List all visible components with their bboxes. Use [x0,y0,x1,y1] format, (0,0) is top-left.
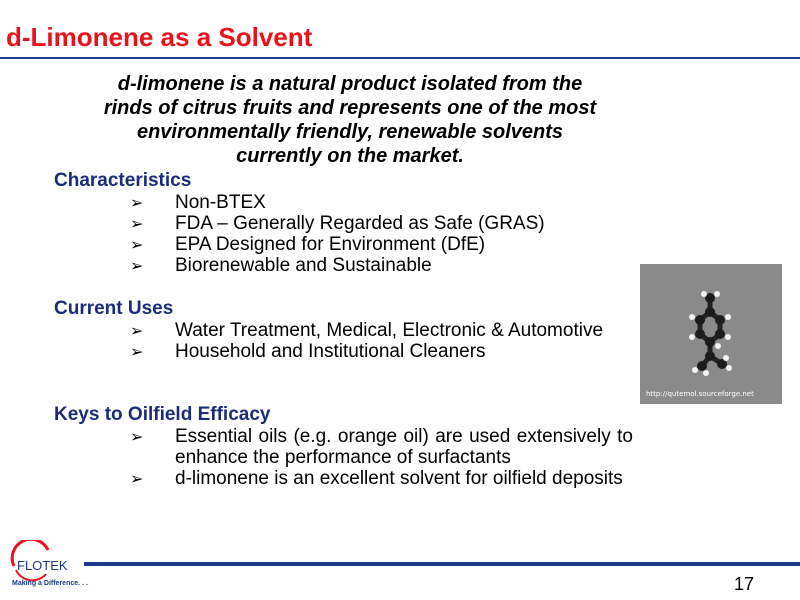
current-uses-list [130,320,633,362]
oilfield-efficacy-list [130,426,633,489]
arrow-bullet-icon: ➢ [130,235,144,254]
arrow-bullet-icon: ➢ [130,256,144,275]
section-heading-current-uses: Current Uses [54,298,174,319]
list-item: ➢ EPA Designed for Environment (DfE) [130,234,486,255]
svg-text:FLOTEK: FLOTEK [17,558,68,573]
intro-text: d-limonene is a natural product isolated from the rinds of citrus fruits and represents one of the most environmentally friendly, renewable solvents currently on the market. [103,73,597,167]
slide-title: d-Limonene as a Solvent [6,22,313,52]
arrow-bullet-icon: ➢ [130,193,144,212]
list-item: ➢ Biorenewable and Sustainable [130,255,432,276]
molecule-image [640,264,782,404]
section-heading-oilfield-efficacy: Keys to Oilfield Efficacy [54,404,271,425]
footer-divider [84,562,800,566]
list-item: ➢ FDA – Generally Regarded as Safe (GRAS) [130,213,545,234]
arrow-bullet-icon: ➢ [130,321,144,340]
flotek-logo [8,540,90,584]
list-item: ➢ Essential oils (e.g. orange oil) are used extensively to enhance the performance of surfactants [130,426,633,468]
title-divider [0,57,800,59]
molecule-icon [640,264,782,384]
image-caption: http://qutemol.sourceforge.net [646,390,754,398]
tagline: Making a Difference. . . [12,580,88,587]
list-item: ➢ Water Treatment, Medical, Electronic & Automotive [130,320,604,341]
list-item: ➢ d-limonene is an excellent solvent for oilfield deposits [130,468,623,489]
section-heading-characteristics: Characteristics [54,170,192,191]
page-number: 17 [734,574,755,594]
list-item: ➢ Non-BTEX [130,192,266,213]
arrow-bullet-icon: ➢ [130,342,144,361]
arrow-bullet-icon: ➢ [130,214,144,233]
list-item: ➢ Household and Institutional Cleaners [130,341,486,362]
arrow-bullet-icon: ➢ [130,469,144,488]
arrow-bullet-icon: ➢ [130,427,144,446]
characteristics-list [130,192,630,276]
